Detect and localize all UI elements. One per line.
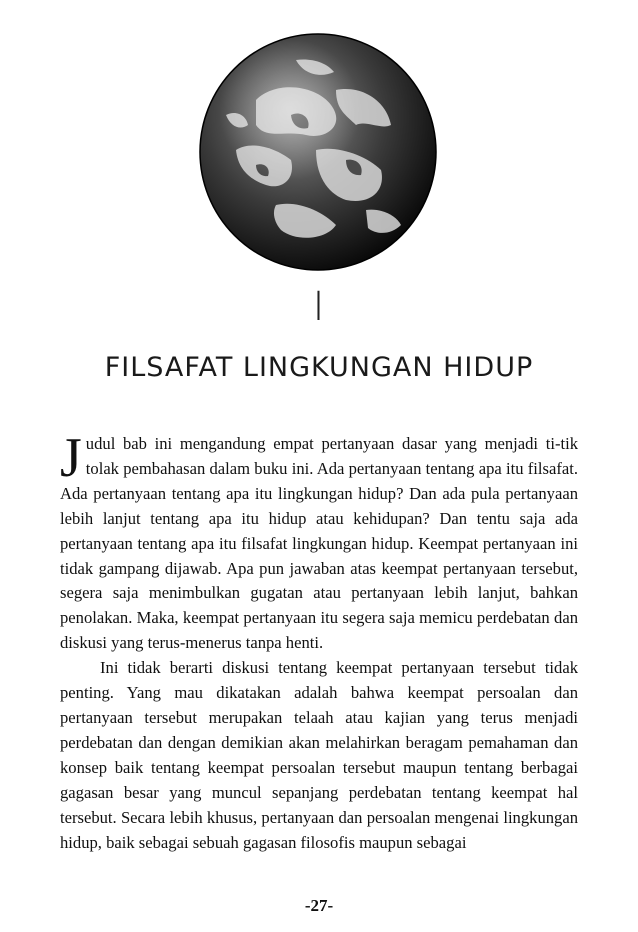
- page-number: -27-: [304, 896, 334, 915]
- chapter-title: FILSAFAT LINGKUNGAN HIDUP: [104, 352, 534, 383]
- paragraph-1-text: udul bab ini mengandung empat pertanyaan dasar yang menjadi ti-tik tolak pembahasan dalam buku ini. Ada pertanyaan tentang apa itu filsafat. Ada pertanyaan tentang apa itu lingkungan hidup? Dan ada pula pertanyaan lebih lanjut tentang apa itu hidup atau kehidupan? Dan tentu saja ada pertanyaan tentang apa itu filsafat lingkungan hidup. Keempat pertanyaan ini tidak gampang dijawab. Apa pun jawaban atas keempat pertanyaan tersebut, segera saja menimbulkan gugatan atau pertanyaan lebih lanjut, bahkan penolakan. Maka, keempat pertanyaan itu segera saja memicu perdebatan dan diskusi yang terus-menerus tanpa henti.: [60, 434, 578, 653]
- chapter-number: I: [312, 284, 326, 330]
- earth-globe-image: [196, 30, 440, 274]
- paragraph-2: Ini tidak berarti diskusi tentang keempat pertanyaan tersebut tidak penting. Yang mau dikatakan adalah bahwa keempat persoalan dan pertanyaan tersebut merupakan telaah atau kajian yang terus menjadi perdebatan dan dengan demikian akan melahirkan beragam pemahaman dan konsep baik tentang keempat persoalan tersebut maupun tentang berbagai gagasan besar yang muncul sepanjang perdebatan tentang keempat hal tersebut. Secara lebih khusus, pertanyaan dan persoalan mengenai lingkungan hidup, baik sebagai sebuah gagasan filosofis maupun sebagai: [60, 658, 578, 852]
- drop-cap: J: [60, 427, 82, 489]
- earth-globe-icon: [196, 30, 440, 274]
- body-text: [60, 427, 578, 855]
- paragraph-1: [60, 427, 578, 656]
